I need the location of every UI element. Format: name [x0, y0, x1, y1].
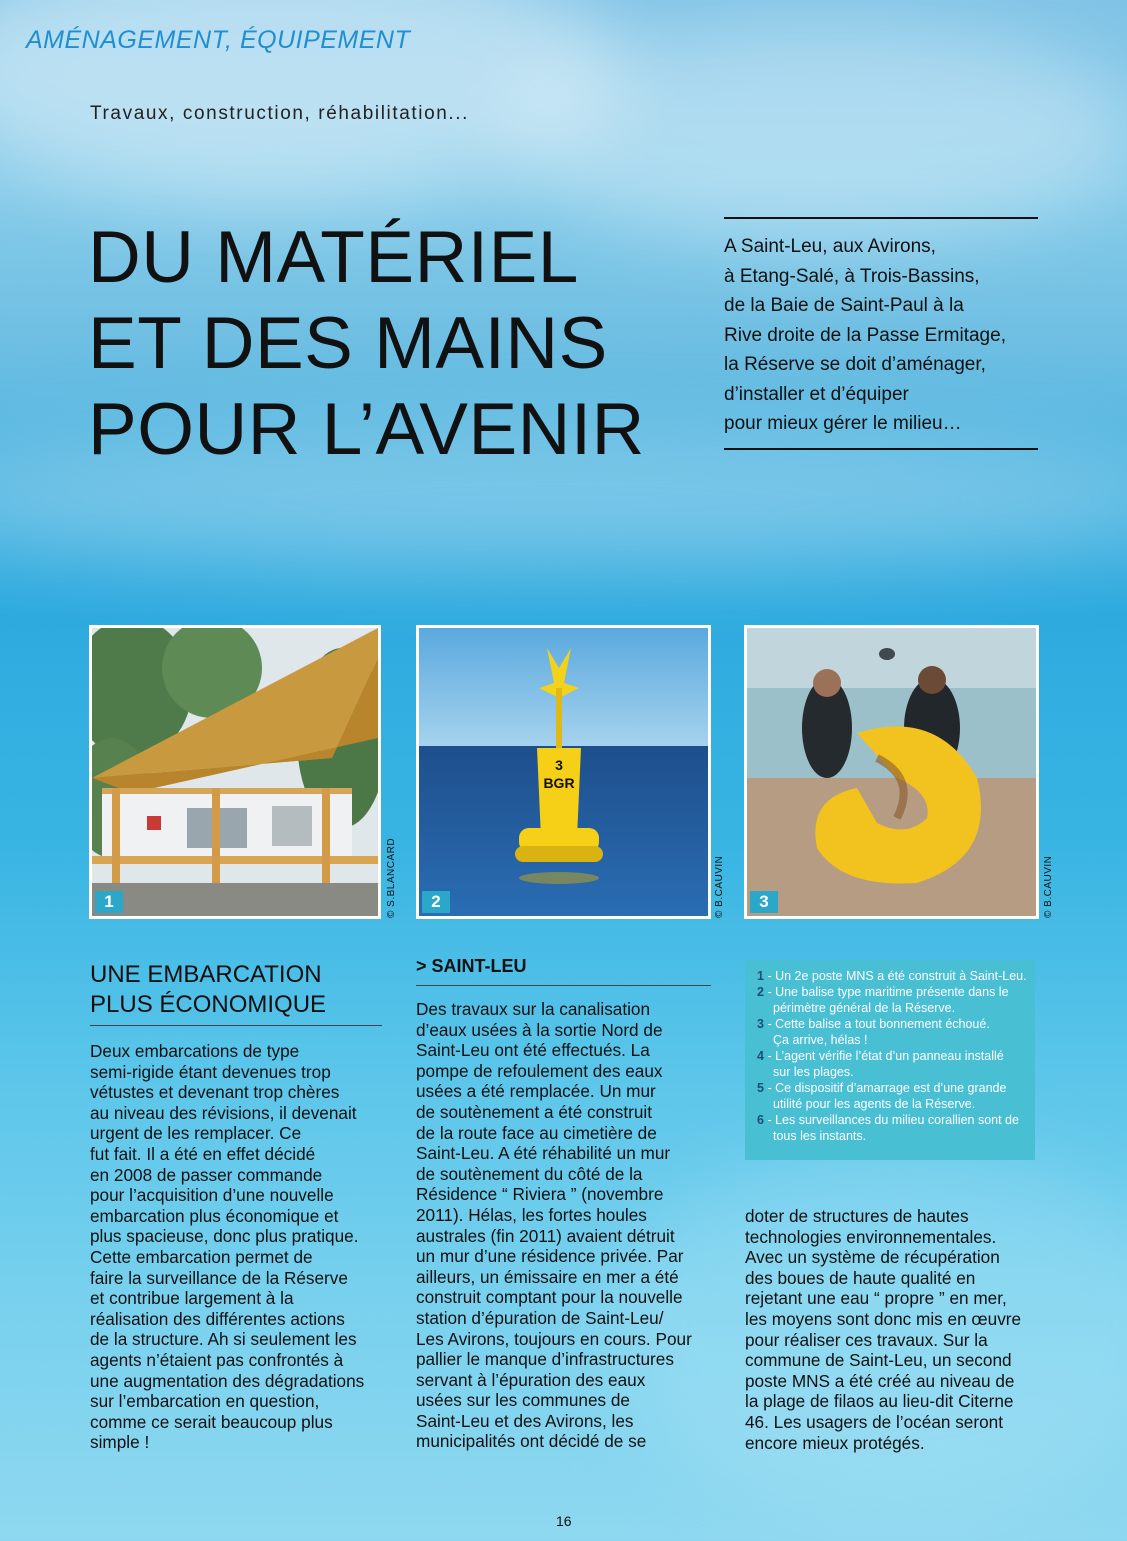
- intro-line: A Saint-Leu, aux Avirons,: [724, 236, 936, 257]
- intro-line: de la Baie de Saint-Paul à la: [724, 295, 964, 316]
- headline-line: ET DES MAINS: [88, 303, 608, 384]
- photo-buoy: [416, 625, 711, 919]
- body-line: Cette embarcation permet de: [90, 1246, 313, 1267]
- building-illustration: [92, 628, 378, 916]
- caption-text: - Les surveillances du milieu corallien sont de: [767, 1113, 1019, 1127]
- body-line: au niveau des révisions, il devenait: [90, 1102, 357, 1123]
- caption-item: [757, 968, 1025, 984]
- intro-line: pour mieux gérer le milieu…: [724, 413, 962, 434]
- body-line: comme ce serait beaucoup plus: [90, 1411, 333, 1432]
- body-line: réalisation des différentes actions: [90, 1308, 345, 1329]
- section-heading: [90, 960, 326, 1020]
- section2-body: [416, 999, 692, 1452]
- body-line: poste MNS a été créé au niveau de: [745, 1370, 1015, 1391]
- body-line: municipalités ont décidé de se: [416, 1431, 647, 1452]
- caption-text: - Cette balise a tout bonnement échoué.: [767, 1017, 990, 1031]
- section1-rule: [90, 1025, 382, 1026]
- caption-text: sur les plages.: [773, 1065, 854, 1079]
- body-line: Avec un système de récupération: [745, 1247, 1000, 1268]
- body-line: Saint-Leu ont été effectués. La: [416, 1040, 650, 1061]
- stranded-buoy-illustration: [747, 628, 1036, 916]
- headline-line: DU MATÉRIEL: [88, 217, 579, 298]
- body-line: 2011). Hélas, les fortes houles: [416, 1204, 647, 1225]
- body-line: station d’épuration de Saint-Leu/: [416, 1307, 664, 1328]
- body-line: australes (fin 2011) avaient détruit: [416, 1225, 675, 1246]
- intro-line: d’installer et d’équiper: [724, 383, 909, 405]
- body-line: construit comptant pour la nouvelle: [416, 1287, 683, 1308]
- section1-body: [90, 1041, 364, 1453]
- section-heading-saint-leu: > SAINT-LEU: [416, 956, 527, 976]
- body-line: de la route face au cimetière de: [416, 1122, 657, 1143]
- caption-item: [757, 984, 1025, 1016]
- caption-text: périmètre général de la Réserve.: [773, 1001, 956, 1015]
- body-line: usées a été remplacée. Un mur: [416, 1081, 656, 1102]
- body-line: une augmentation des dégradations: [90, 1370, 365, 1391]
- body-line: 46. Les usagers de l’océan seront: [745, 1411, 1003, 1432]
- caption-text: tous les instants.: [773, 1129, 867, 1143]
- photo-number: 3: [750, 891, 778, 913]
- caption-text: - L’agent vérifie l’état d’un panneau installé: [767, 1049, 1004, 1063]
- body-line: Saint-Leu et des Avirons, les: [416, 1410, 634, 1431]
- body-line: fut fait. Il a été en effet décidé: [90, 1143, 316, 1164]
- caption-number: 2: [757, 985, 764, 999]
- body-line: de la structure. Ah si seulement les: [90, 1329, 357, 1350]
- body-line: des boues de haute qualité en: [745, 1267, 976, 1288]
- intro-top-rule: [724, 217, 1038, 219]
- body-line: Résidence “ Riviera ” (novembre: [416, 1184, 664, 1205]
- intro-line: la Réserve se doit d’aménager,: [724, 354, 986, 375]
- body-line: encore mieux protégés.: [745, 1432, 925, 1453]
- photo-credit: © B.CAUVIN: [1043, 855, 1054, 918]
- body-line: Des travaux sur la canalisation: [416, 999, 651, 1019]
- section2-rule: [416, 985, 711, 986]
- body-line: Les Avirons, toujours en cours. Pour: [416, 1328, 692, 1349]
- body-line: usées sur les communes de: [416, 1390, 630, 1411]
- body-line: de soutènement du côté de la: [416, 1163, 643, 1184]
- body-line: Saint-Leu. A été réhabilité un mur: [416, 1143, 671, 1164]
- caption-number: 6: [757, 1113, 764, 1127]
- caption-item: [757, 1016, 1025, 1048]
- captions-box: [745, 960, 1035, 1160]
- intro-bottom-rule: [724, 448, 1038, 450]
- body-line: sur l’embarcation en question,: [90, 1391, 320, 1412]
- body-line: faire la surveillance de la Réserve: [90, 1267, 348, 1288]
- photo-number: 2: [422, 891, 450, 913]
- caption-number: 3: [757, 1017, 764, 1031]
- body-line: doter de structures de hautes: [745, 1206, 969, 1226]
- body-line: d’eaux usées à la sortie Nord de: [416, 1019, 663, 1040]
- headline-line: POUR L’AVENIR: [88, 389, 645, 470]
- body-line: la plage de filaos au lieu-dit Citerne: [745, 1391, 1014, 1412]
- caption-number: 4: [757, 1049, 764, 1063]
- caption-item: [757, 1080, 1025, 1112]
- body-line: en 2008 de passer commande: [90, 1164, 323, 1185]
- body-line: technologies environnementales.: [745, 1226, 997, 1247]
- section-tag: AMÉNAGEMENT, ÉQUIPEMENT: [26, 26, 411, 54]
- body-line: embarcation plus économique et: [90, 1205, 339, 1226]
- buoy-illustration: [419, 628, 708, 916]
- body-line: urgent de les remplacer. Ce: [90, 1123, 302, 1144]
- photo-credit: © S.BLANCARD: [386, 837, 397, 918]
- caption-text: utilité pour les agents de la Réserve.: [773, 1097, 976, 1111]
- body-line: agents n’étaient pas confrontés à: [90, 1349, 344, 1370]
- body-line: pour réaliser ces travaux. Sur la: [745, 1329, 988, 1350]
- photo-credit: © B.CAUVIN: [714, 855, 725, 918]
- buoy-label: BGR: [543, 775, 575, 791]
- caption-item: [757, 1112, 1025, 1144]
- body-line: rejetant une eau “ propre ” en mer,: [745, 1288, 1007, 1309]
- body-line: de soutènement a été construit: [416, 1101, 653, 1122]
- section3-body: [745, 1206, 1021, 1453]
- caption-item: [757, 1048, 1025, 1080]
- caption-text: - Un 2e poste MNS a été construit à Saint-Leu.: [767, 969, 1027, 983]
- body-line: les moyens sont donc mis en œuvre: [745, 1308, 1022, 1329]
- body-line: commune de Saint-Leu, un second: [745, 1350, 1012, 1371]
- caption-number: 1: [757, 969, 764, 983]
- page-number: 16: [556, 1513, 572, 1529]
- photo-stranded-buoy: [744, 625, 1039, 919]
- caption-text: Ça arrive, hélas !: [773, 1033, 868, 1047]
- intro-text: [724, 232, 1044, 439]
- buoy-number: 3: [555, 757, 563, 773]
- caption-text: - Ce dispositif d’amarrage est d’une grande: [767, 1081, 1007, 1095]
- headline: [88, 215, 645, 473]
- caption-text: - Une balise type maritime présente dans le: [767, 985, 1009, 999]
- body-line: simple !: [90, 1432, 150, 1453]
- body-line: Deux embarcations de type: [90, 1041, 300, 1061]
- intro-line: Rive droite de la Passe Ermitage,: [724, 324, 1006, 346]
- intro-line: à Etang-Salé, à Trois-Bassins,: [724, 265, 980, 287]
- body-line: semi-rigide étant devenues trop: [90, 1061, 331, 1082]
- kicker: Travaux, construction, réhabilitation...: [90, 103, 470, 124]
- body-line: pallier le manque d’infrastructures: [416, 1349, 674, 1370]
- body-line: vétustes et devenant trop chères: [90, 1082, 340, 1103]
- section-heading-line: PLUS ÉCONOMIQUE: [90, 991, 327, 1018]
- photo-number: 1: [95, 891, 123, 913]
- body-line: un mur d’une résidence privée. Par: [416, 1246, 684, 1267]
- body-line: servant à l’épuration des eaux: [416, 1369, 646, 1390]
- body-line: pour l’acquisition d’une nouvelle: [90, 1185, 334, 1206]
- body-line: pompe de refoulement des eaux: [416, 1060, 663, 1081]
- body-line: ailleurs, un émissaire en mer a été: [416, 1266, 679, 1287]
- caption-number: 5: [757, 1081, 764, 1095]
- body-line: et contribue largement à la: [90, 1288, 294, 1309]
- section-heading-line: UNE EMBARCATION: [90, 961, 322, 988]
- body-line: plus spacieuse, donc plus pratique.: [90, 1226, 359, 1247]
- photo-building: [89, 625, 381, 919]
